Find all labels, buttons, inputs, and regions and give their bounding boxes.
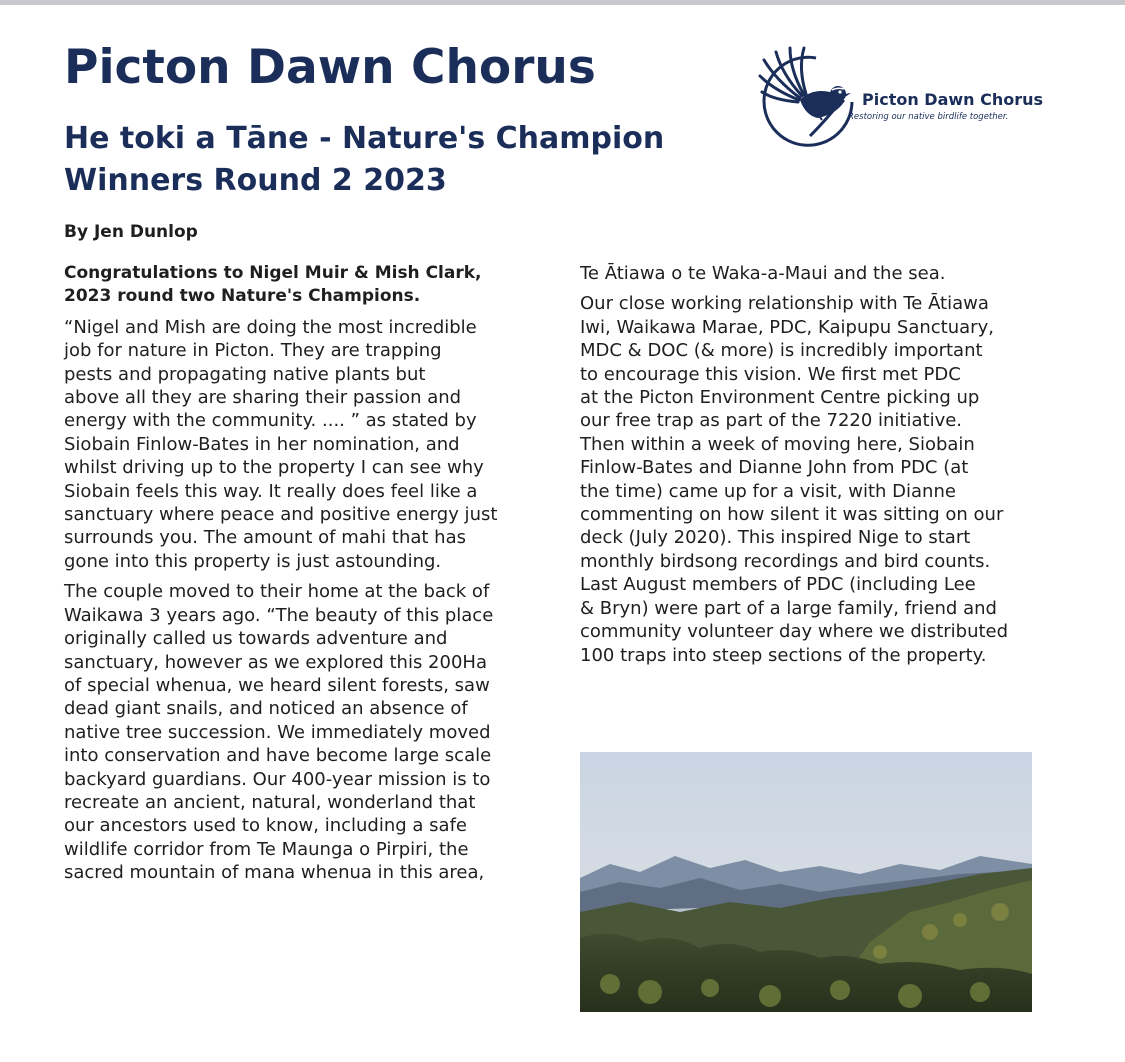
logo-name: Picton Dawn Chorus xyxy=(862,90,1044,109)
text-line: Last August members of PDC (including Lee xyxy=(580,574,976,596)
text-line: 100 traps into steep sections of the property. xyxy=(580,644,987,666)
text-line: backyard guardians. Our 400-year mission is to xyxy=(64,768,491,790)
article-column-2 xyxy=(580,262,1008,667)
paragraph-relationship xyxy=(580,292,1008,667)
picton-dawn-chorus-logo xyxy=(756,40,1076,150)
text-line: originally called us towards adventure and xyxy=(64,628,448,650)
paragraph-nomination xyxy=(64,316,497,573)
landscape-photo-hills-and-sound xyxy=(580,752,1032,1012)
article-column-1 xyxy=(64,262,497,885)
text-line: Waikawa 3 years ago. “The beauty of this place xyxy=(64,604,494,626)
text-line: deck (July 2020). This inspired Nige to start xyxy=(580,527,971,549)
text-line: surrounds you. The amount of mahi that has xyxy=(64,527,466,549)
text-line: at the Picton Environment Centre picking up xyxy=(580,387,980,409)
lead-paragraph xyxy=(64,262,497,309)
text-line: Then within a week of moving here, Siobain xyxy=(580,433,975,455)
text-line: & Bryn) were part of a large family, friend and xyxy=(580,597,997,619)
text-line: Congratulations to Nigel Muir & Mish Clark, xyxy=(64,263,482,283)
text-line: to encourage this vision. We first met PDC xyxy=(580,363,961,385)
text-line: the time) came up for a visit, with Dianne xyxy=(580,480,956,502)
text-line: gone into this property is just astounding. xyxy=(64,550,442,572)
text-line: “Nigel and Mish are doing the most incredible xyxy=(64,316,477,338)
paragraph-continuation xyxy=(580,262,1008,285)
text-line: Siobain feels this way. It really does feel like a xyxy=(64,480,478,502)
text-line: wildlife corridor from Te Maunga o Pirpiri, the xyxy=(64,838,469,860)
text-line: energy with the community. .... ” as stated by xyxy=(64,410,477,432)
text-line: sanctuary where peace and positive energy just xyxy=(64,504,498,526)
text-line: dead giant snails, and noticed an absence of xyxy=(64,698,468,720)
landscape-photo xyxy=(580,752,1032,1012)
text-line: monthly birdsong recordings and bird counts. xyxy=(580,550,991,572)
logo-tagline: Restoring our native birdlife together. xyxy=(848,112,1009,122)
text-line: whilst driving up to the property I can see why xyxy=(64,457,484,479)
text-line: recreate an ancient, natural, wonderland that xyxy=(64,791,476,813)
text-line: above all they are sharing their passion and xyxy=(64,387,462,409)
text-line: Iwi, Waikawa Marae, PDC, Kaipupu Sanctuary, xyxy=(580,316,994,338)
text-line: sacred mountain of mana whenua in this area, xyxy=(64,862,485,884)
text-line: Siobain Finlow-Bates in her nomination, and xyxy=(64,433,460,455)
text-line: of special whenua, we heard silent forests, saw xyxy=(64,674,490,696)
top-edge-bar xyxy=(0,0,1125,5)
text-line: Our close working relationship with Te Ātiawa xyxy=(580,293,989,315)
text-line: community volunteer day where we distributed xyxy=(580,621,1009,643)
text-line: into conservation and have become large scale xyxy=(64,745,492,767)
paragraph-couple-moved xyxy=(64,580,497,884)
article-byline: By Jen Dunlop xyxy=(64,222,198,242)
text-line: our ancestors used to know, including a safe xyxy=(64,815,467,837)
text-line: native tree succession. We immediately moved xyxy=(64,721,491,743)
text-line: Finlow-Bates and Dianne John from PDC (at xyxy=(580,457,969,479)
text-line: Te Ātiawa o te Waka-a-Maui and the sea. xyxy=(580,263,946,284)
article-subtitle: He toki a Tāne - Nature's Champion Winners Round 2 2023 xyxy=(64,121,665,198)
text-line: job for nature in Picton. They are trapping xyxy=(64,340,442,362)
page-title: Picton Dawn Chorus xyxy=(64,40,596,95)
text-line: The couple moved to their home at the back of xyxy=(64,581,490,603)
text-line: our free trap as part of the 7220 initiative. xyxy=(580,410,963,432)
fantail-bird-icon xyxy=(756,40,866,150)
text-line: pests and propagating native plants but xyxy=(64,363,426,385)
text-line: MDC & DOC (& more) is incredibly important xyxy=(580,340,983,362)
text-line: sanctuary, however as we explored this 200Ha xyxy=(64,651,487,673)
text-line: 2023 round two Nature's Champions. xyxy=(64,286,421,307)
text-line: commenting on how silent it was sitting on our xyxy=(580,504,1004,526)
